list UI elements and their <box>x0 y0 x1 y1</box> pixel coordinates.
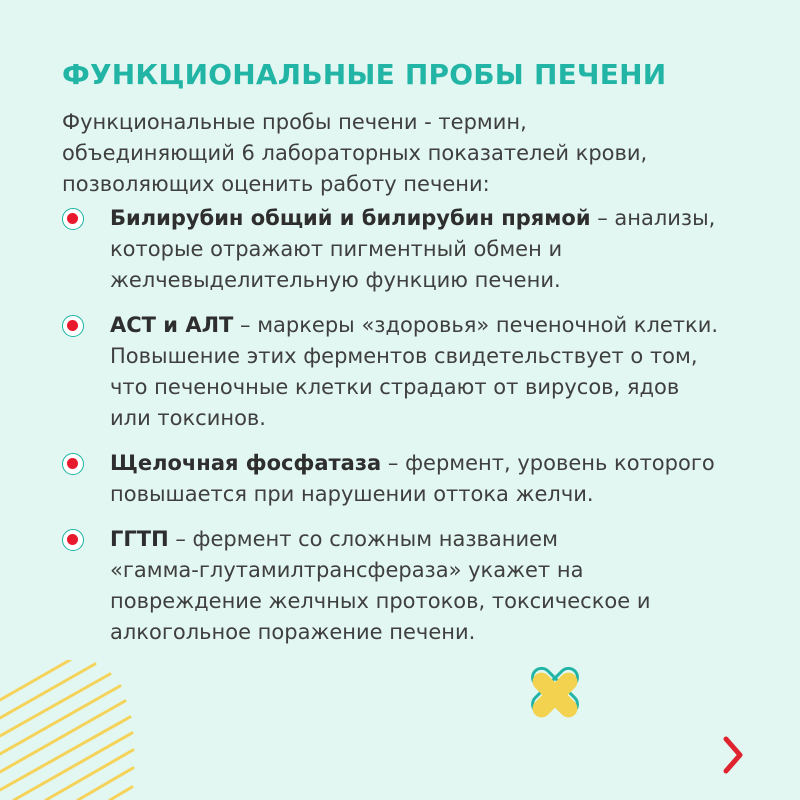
list-item-ast-alt <box>62 310 762 434</box>
intro-line: позволяющих оценить работу печени: <box>62 172 490 196</box>
list-item-bilirubin <box>62 203 762 296</box>
item-line: что печеночные клетки страдают от вирусов, ядов <box>110 375 680 399</box>
item-heading-line <box>110 310 762 341</box>
item-line: повышается при нарушении оттока желчи. <box>110 482 594 506</box>
item-text: – фермент со сложным названием <box>168 527 558 551</box>
decorative-stripes <box>0 660 150 800</box>
list-item-ggtp <box>62 524 762 648</box>
item-term: Щелочная фосфатаза <box>110 451 382 475</box>
item-heading-line <box>110 524 762 555</box>
item-term: АСТ и АЛТ <box>110 313 234 337</box>
bullet-dot-icon <box>62 315 84 337</box>
bullet-dot-icon <box>62 529 84 551</box>
tests-list <box>62 203 762 648</box>
intro-line: Функциональные пробы печени - термин, <box>62 110 527 134</box>
item-line: которые отражают пигментный обмен и <box>110 237 563 261</box>
item-line: «гамма-глутамилтрансфераза» укажет на <box>110 558 584 582</box>
item-line: повреждение желчных протоков, токсическое и <box>110 589 651 613</box>
item-term: ГГТП <box>110 527 169 551</box>
chevron-right-icon[interactable] <box>720 735 748 775</box>
list-item-alkaline-phosphatase <box>62 448 762 510</box>
item-text: – фермент, уровень которого <box>381 451 715 475</box>
item-line: или токсинов. <box>110 406 266 430</box>
item-line: алкогольное поражение печени. <box>110 620 476 644</box>
page-title: ФУНКЦИОНАЛЬНЫЕ ПРОБЫ ПЕЧЕНИ <box>62 58 667 91</box>
bullet-dot-icon <box>62 453 84 475</box>
item-heading-line <box>110 448 762 479</box>
intro-text <box>62 107 702 200</box>
item-term: Билирубин общий и билирубин прямой <box>110 206 591 230</box>
cross-icon <box>515 655 595 735</box>
item-text: – анализы, <box>590 206 716 230</box>
item-heading-line <box>110 203 762 234</box>
intro-line: объединяющий 6 лабораторных показателей крови, <box>62 141 648 165</box>
item-line: Повышение этих ферментов свидетельствует о том, <box>110 344 698 368</box>
bullet-dot-icon <box>62 208 84 230</box>
item-text: – маркеры «здоровья» печеночной клетки. <box>233 313 719 337</box>
item-line: желчевыделительную функцию печени. <box>110 268 561 292</box>
